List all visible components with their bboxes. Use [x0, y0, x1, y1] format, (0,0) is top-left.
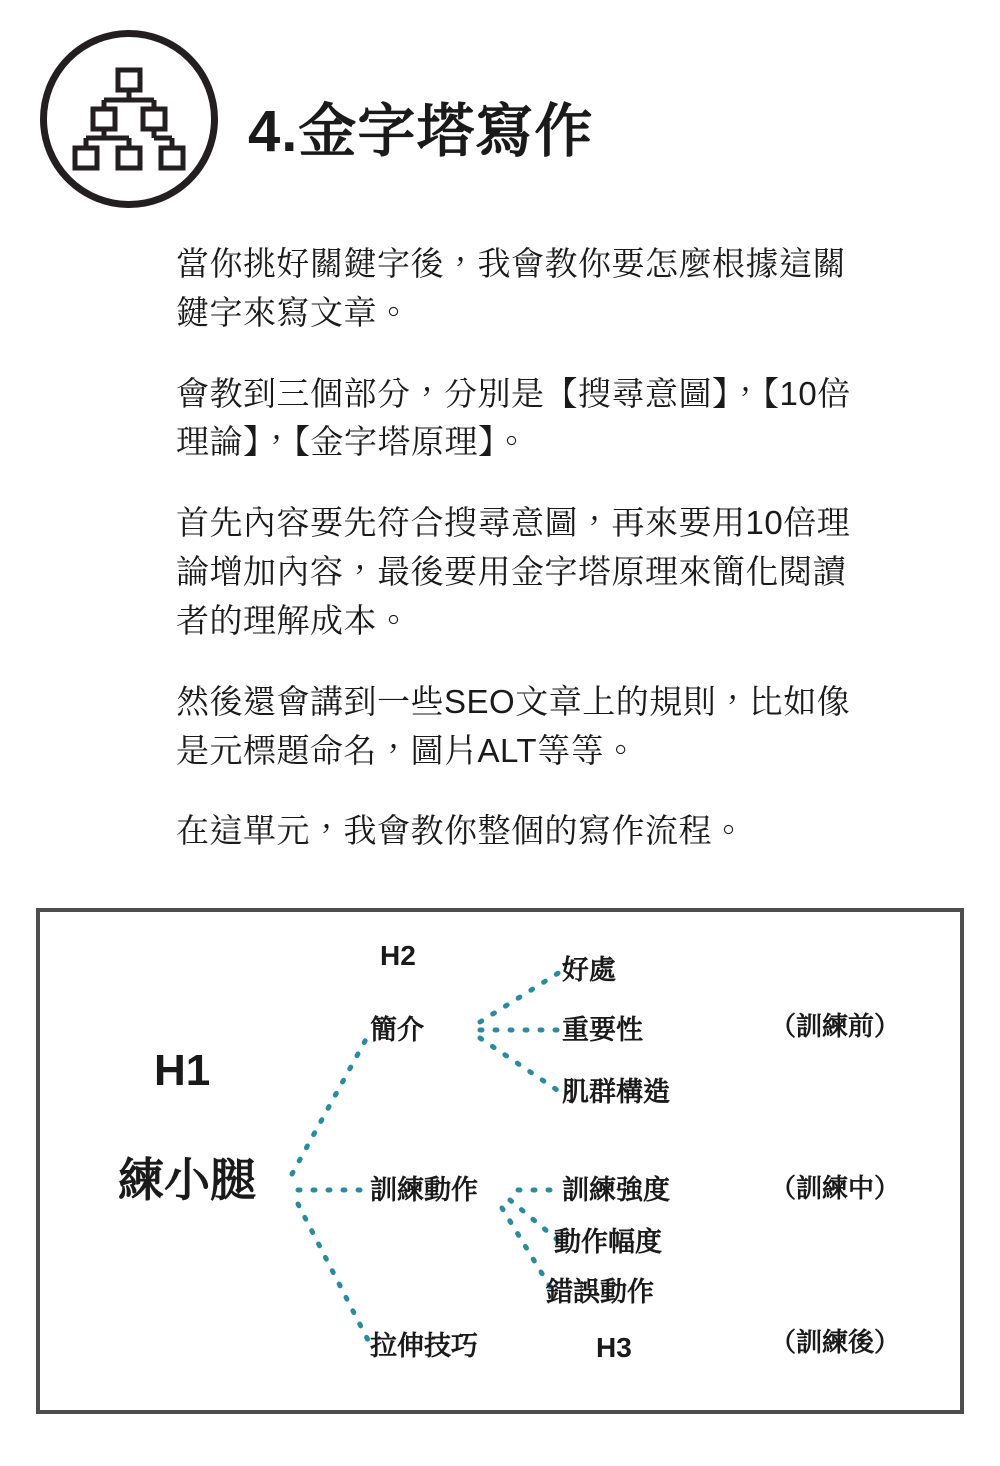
hierarchy-pyramid-icon — [40, 30, 218, 208]
paragraph-2: 會教到三個部分，分別是【搜尋意圖】，【10倍理論】，【金字塔原理】。 — [176, 374, 851, 461]
stage-tag-during: （訓練中） — [770, 1173, 901, 1203]
node-leaf-1-2: 重要性 — [562, 1015, 643, 1045]
node-leaf-2-1: 訓練強度 — [562, 1175, 670, 1205]
node-leaf-1-3: 肌群構造 — [562, 1077, 670, 1107]
body-content — [176, 240, 876, 856]
stage-tag-before: （訓練前） — [770, 1011, 901, 1041]
node-root: 練小腿 — [118, 1154, 256, 1206]
page-title: 4.金字塔寫作 — [248, 99, 594, 164]
node-leaf-2-2: 動作幅度 — [554, 1227, 662, 1257]
node-leaf-1-1: 好處 — [562, 955, 616, 985]
pyramid-tree-diagram — [36, 908, 964, 1414]
node-branch-2: 訓練動作 — [370, 1175, 478, 1205]
node-leaf-2-3: 錯誤動作 — [546, 1277, 654, 1307]
paragraph-3: 首先內容要先符合搜尋意圖，再來要用10倍理論增加內容，最後要用金字塔原理來簡化閱讀者的理解成本。 — [176, 504, 851, 639]
page-header — [0, 0, 1000, 220]
level-label-h3: H3 — [596, 1332, 632, 1363]
level-label-h2: H2 — [380, 940, 416, 971]
paragraph-4: 然後還會講到一些SEO文章上的規則，比如像是元標題命名，圖片ALT等等。 — [176, 682, 851, 769]
paragraph-5: 在這單元，我會教你整個的寫作流程。 — [176, 812, 746, 850]
level-label-h1: H1 — [154, 1046, 211, 1095]
node-branch-1: 簡介 — [370, 1015, 424, 1045]
node-branch-3: 拉伸技巧 — [370, 1331, 478, 1361]
stage-tag-after: （訓練後） — [770, 1327, 901, 1357]
paragraph-1: 當你挑好關鍵字後，我會教你要怎麼根據這關鍵字來寫文章。 — [176, 245, 846, 331]
